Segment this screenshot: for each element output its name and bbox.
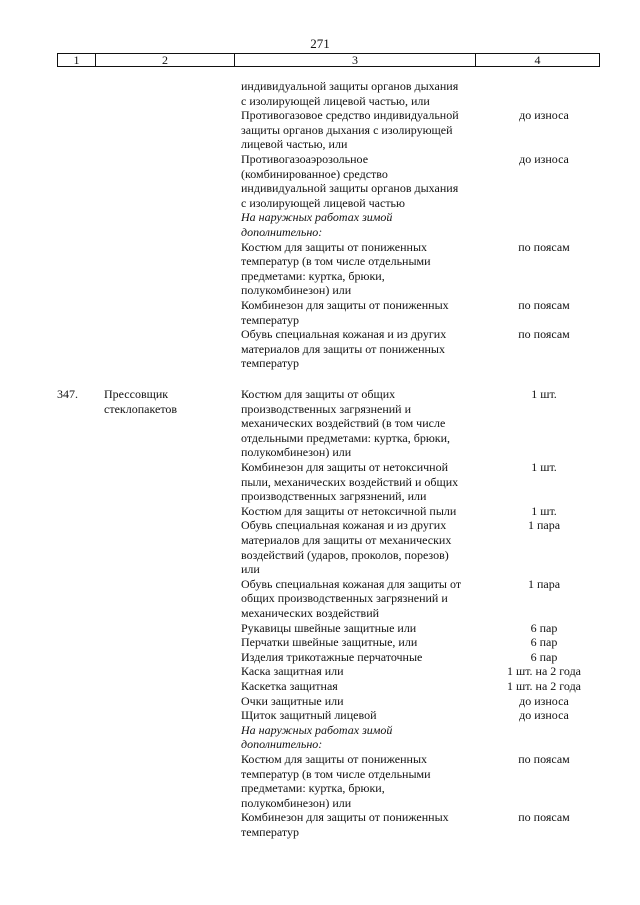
entry-quantity: до износа [519,693,569,708]
entry-text [241,723,491,752]
entry-text [241,694,491,709]
entry-quantity: 6 пар [530,649,558,664]
entry-line: механических воздействий (в том числе [241,416,446,431]
entry-line: температур [241,312,300,327]
continuation-block [0,79,640,371]
entry-text [241,650,491,665]
entry-quantity: 1 шт. [531,387,557,401]
entry-line: полукомбинезон) или [241,283,352,298]
entry-line: температур (в том числе отдельными [241,254,431,269]
entry-line: материалов для защиты от пониженных [241,341,445,356]
entry-quantity: до износа [519,708,569,723]
entry-quantity: 1 пара [527,518,561,533]
header-col-3: 3 [235,54,476,66]
entry-line: или [241,562,260,577]
entry-line: с изолирующей лицевой частью [241,195,405,210]
profession-line: Прессовщик [104,387,169,401]
entry-line: индивидуальной защиты органов дыхания [241,181,459,196]
entry-text [241,679,491,694]
entry-line: полукомбинезон) или [241,795,352,810]
entry-line: температур [241,356,300,371]
header-col-4: 4 [534,53,541,67]
item-number: 347. [57,387,78,401]
entry-line: Каскетка защитная [241,679,338,693]
table-header [57,53,600,67]
entry-quantity: 1 шт. [531,503,557,518]
entry-text [241,708,491,723]
entry-text [241,621,491,636]
entry-line: воздействий (ударов, проколов, порезов) [241,547,449,562]
entry-quantity: 6 пар [530,620,558,635]
entry-line: На наружных работах зимой [241,722,393,737]
entry-line: Костюм для защиты от пониженных [241,752,428,766]
entry-line: Каска защитная или [241,664,344,679]
entry-text [241,210,491,239]
entry-text [241,298,491,327]
entry-quantity: по поясам [518,752,570,766]
entry-quantity: по поясам [518,298,570,312]
entry-line: материалов для защиты от механических [241,532,452,547]
entry-quantity: 1 шт. на 2 года [506,664,582,679]
entry-line: предметами: куртка, брюки, [241,268,385,283]
entry-line: Костюм для защиты от общих [241,387,396,401]
entry-line: Рукавицы швейные защитные или [241,620,417,635]
entry-line: температур (в том числе отдельными [241,766,431,781]
header-col-1: 1 [58,54,96,66]
entry-line: производственных загрязнений, или [241,489,427,504]
entry-line: Костюм для защиты от пониженных [241,239,428,254]
entry-text [241,752,491,810]
entry-line: защиты органов дыхания с изолирующей [241,122,453,137]
header-col-2: 2 [96,54,235,66]
entry-line: индивидуальной защиты органов дыхания [241,79,459,93]
entry-text [241,79,491,108]
entry-line: Комбинезон для защиты от пониженных [241,810,449,825]
entry-line: Комбинезон для защиты от нетоксичной [241,460,449,474]
entry-quantity: 1 пара [527,576,561,591]
entry-quantity: по поясам [518,327,570,342]
entry-line: производственных загрязнений и [241,401,412,416]
entry-text [241,518,491,576]
entry-quantity: до износа [519,152,569,166]
profession-name [104,387,234,416]
entry-line: общих производственных загрязнений и [241,591,448,606]
entry-line: Комбинезон для защиты от пониженных [241,298,449,312]
entry-line: Перчатки швейные защитные, или [241,635,418,650]
entry-text [241,504,491,519]
entry-text [241,327,491,371]
entry-line: пыли, механических воздействий и общих [241,474,459,489]
entry-line: Щиток защитный лицевой [241,708,377,723]
entry-quantity: до износа [519,108,569,123]
entry-line: Обувь специальная кожаная и из других [241,327,447,342]
entry-text [241,810,491,839]
entry-line: отдельными предметами: куртка, брюки, [241,430,451,445]
entry-text [241,152,491,210]
entry-line: Обувь специальная кожаная для защиты от [241,576,462,591]
entry-line: дополнительно: [241,224,323,239]
entry-line: (комбинированное) средство [241,166,388,181]
entry-line: Костюм для защиты от нетоксичной пыли [241,503,457,518]
entry-line: Обувь специальная кожаная и из других [241,518,447,533]
page-number: 271 [310,36,330,51]
entry-quantity: 1 шт. [531,460,557,474]
entry-quantity: 1 шт. на 2 года [506,679,582,693]
item-347-block [0,387,640,840]
entry-line: механических воздействий [241,605,380,620]
entry-line: дополнительно: [241,737,323,752]
entry-line: Изделия трикотажные перчаточные [241,649,423,664]
entry-text [241,635,491,650]
entry-text [241,460,491,504]
entry-quantity: 6 пар [530,635,558,650]
entry-text [241,240,491,298]
entry-line: На наружных работах зимой [241,210,393,225]
entry-line: температур [241,824,300,839]
entry-line: Противогазоаэрозольное [241,152,369,166]
entry-quantity: по поясам [518,810,570,825]
entry-line: Очки защитные или [241,693,344,708]
entry-text [241,664,491,679]
entry-line: Противогазовое средство индивидуальной [241,108,459,123]
entry-text [241,387,491,460]
entry-line: полукомбинезон) или [241,445,352,460]
entry-line: лицевой частью, или [241,137,348,152]
entry-line: предметами: куртка, брюки, [241,781,385,796]
entry-line: с изолирующей лицевой частью, или [241,93,430,108]
entry-text [241,577,491,621]
profession-line: стеклопакетов [104,401,178,416]
table-body [0,79,640,840]
entry-text [241,108,491,152]
entry-quantity: по поясам [518,239,570,254]
